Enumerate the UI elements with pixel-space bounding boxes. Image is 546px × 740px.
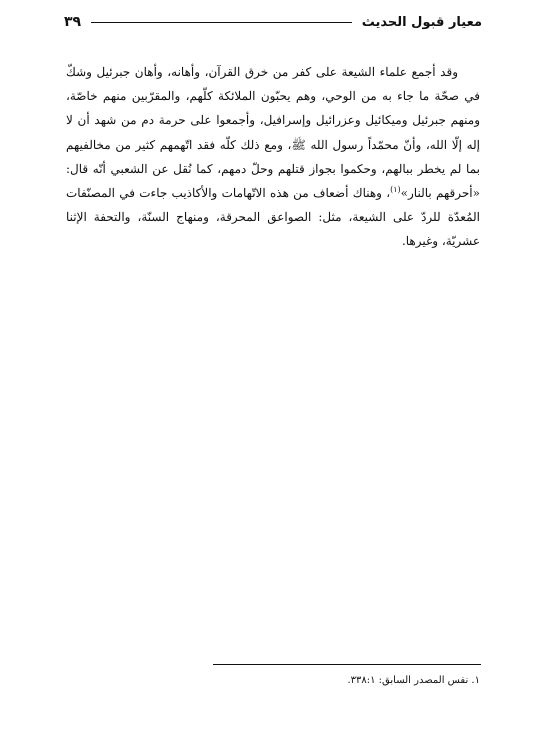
- running-header: [64, 10, 482, 34]
- running-title: معيار قبول الحديث: [361, 14, 482, 30]
- body-text: [66, 60, 480, 254]
- paragraph: [66, 60, 480, 254]
- paragraph-text: وقد أجمع علماء الشيعة على كفر من خرق القرآن، وأهانه، وأهان جبرئيل وشكّ في صحّة ما جاء به من الوحي، وهم يحبّون الملائكة كلّهم، والمقرّبين منهم خاصّة، ومنهم جبرئيل وميكائيل وعزرائيل وإسرافيل، وأجمعوا على حرمة دم من شهد أن لا إله إلّا الله، وأنّ محمّداً رسول الله ﷺ، ومع ذلك كلّه فقد اتّهمهم كثير من مخالفيهم بما لم يخطر ببالهم، وحكموا بجواز قتلهم وحلّ دمهم، كما نُقل عن الشعبي أنّه قال: «أحرقهم بالنار»: [66, 65, 480, 201]
- footnote-reference: (١): [390, 185, 401, 195]
- footnote-separator: [213, 664, 481, 665]
- header-rule: [91, 22, 352, 23]
- page-number: ٣٩: [64, 14, 82, 30]
- footnote: ١. نفس المصدر السابق: ٣٣٨:١.: [347, 675, 480, 686]
- paragraph-text-end: ، وهناك أضعاف من هذه الاتّهامات والأكاذيب جاءت في المصنّفات المُعدّة للردّ على الشيعة، مثل: الصواعق المحرقة، ومنهاج السنّة، والتحفة الإثنا عشريّة، وغيرها.: [66, 186, 480, 249]
